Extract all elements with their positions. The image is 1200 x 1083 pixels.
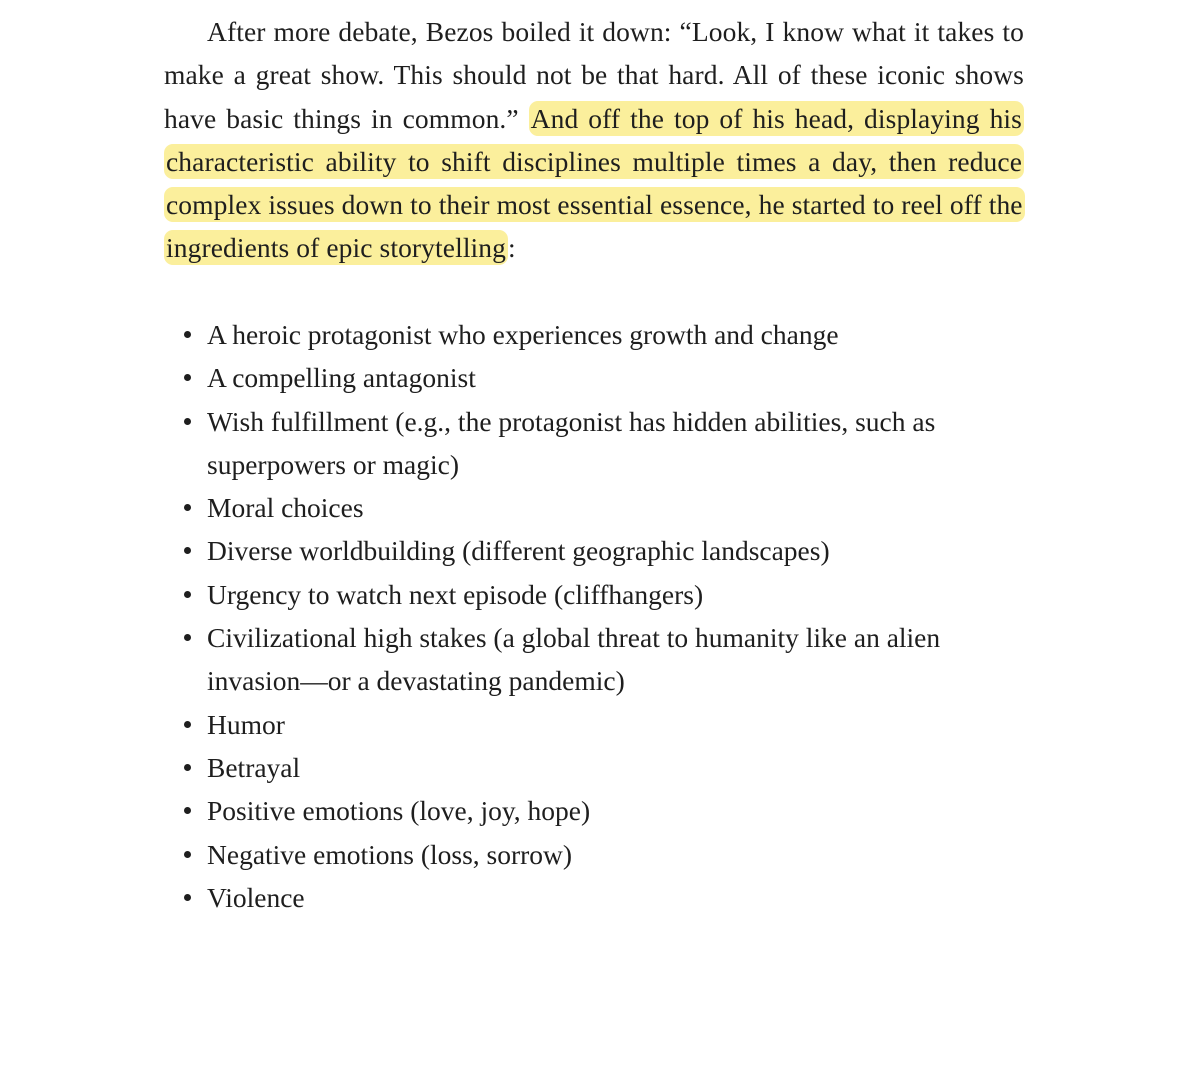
bullet-icon xyxy=(184,721,191,728)
bullet-icon xyxy=(184,418,191,425)
paragraph-text: After more debate, Bezos boiled it down: “Look, I know what it takes to make a great show. This should not be that hard. All of these iconic shows have basic things in common.” xyxy=(164,16,1024,134)
list-item-text: Negative emotions (loss, sorrow) xyxy=(207,838,573,870)
bullet-icon xyxy=(184,851,191,858)
list-item xyxy=(164,746,1024,789)
list-item-text: Humor xyxy=(207,708,285,740)
body-paragraph xyxy=(164,10,1024,270)
bullet-icon xyxy=(184,807,191,814)
list-item-text: Urgency to watch next episode (cliffhangers) xyxy=(207,578,704,610)
list-item-text: Moral choices xyxy=(207,492,364,524)
list-item-text: Diverse worldbuilding (different geographic landscapes) xyxy=(207,535,830,567)
bullet-icon xyxy=(184,547,191,554)
book-page xyxy=(164,10,1024,913)
list-item xyxy=(164,789,1024,832)
list-item-text: Betrayal xyxy=(207,751,301,783)
highlighted-passage[interactable]: And off the top of his head, displaying his characteristic ability to shift disciplines multiple times a day, then reduce complex issues down to their most essential essence, he started to reel off the ingredients of epic storytelling xyxy=(166,102,1023,264)
list-item xyxy=(164,356,1024,399)
list-item-text: Wish fulfillment (e.g., the protagonist has hidden abilities, such as superpowers or magic) xyxy=(207,405,936,480)
list-item-text: A compelling antagonist xyxy=(207,362,476,394)
ingredients-list xyxy=(164,313,1024,919)
bullet-icon xyxy=(184,634,191,641)
bullet-icon xyxy=(184,894,191,901)
bullet-icon xyxy=(184,504,191,511)
bullet-icon xyxy=(184,374,191,381)
list-item xyxy=(164,529,1024,572)
bullet-icon xyxy=(184,764,191,771)
list-item xyxy=(164,876,1024,919)
list-item xyxy=(164,400,1024,487)
list-item-text: Civilizational high stakes (a global threat to humanity like an alien invasion—or a devastating pandemic) xyxy=(207,622,941,697)
list-item xyxy=(164,703,1024,746)
list-item-text: Positive emotions (love, joy, hope) xyxy=(207,795,591,827)
list-item-text: Violence xyxy=(207,881,305,913)
list-item xyxy=(164,616,1024,703)
list-item xyxy=(164,313,1024,356)
bullet-icon xyxy=(184,331,191,338)
list-item xyxy=(164,833,1024,876)
list-item xyxy=(164,486,1024,529)
bullet-icon xyxy=(184,591,191,598)
list-item-text: A heroic protagonist who experiences growth and change xyxy=(207,319,839,350)
list-item xyxy=(164,573,1024,616)
paragraph-trailing-punctuation: : xyxy=(508,232,516,264)
